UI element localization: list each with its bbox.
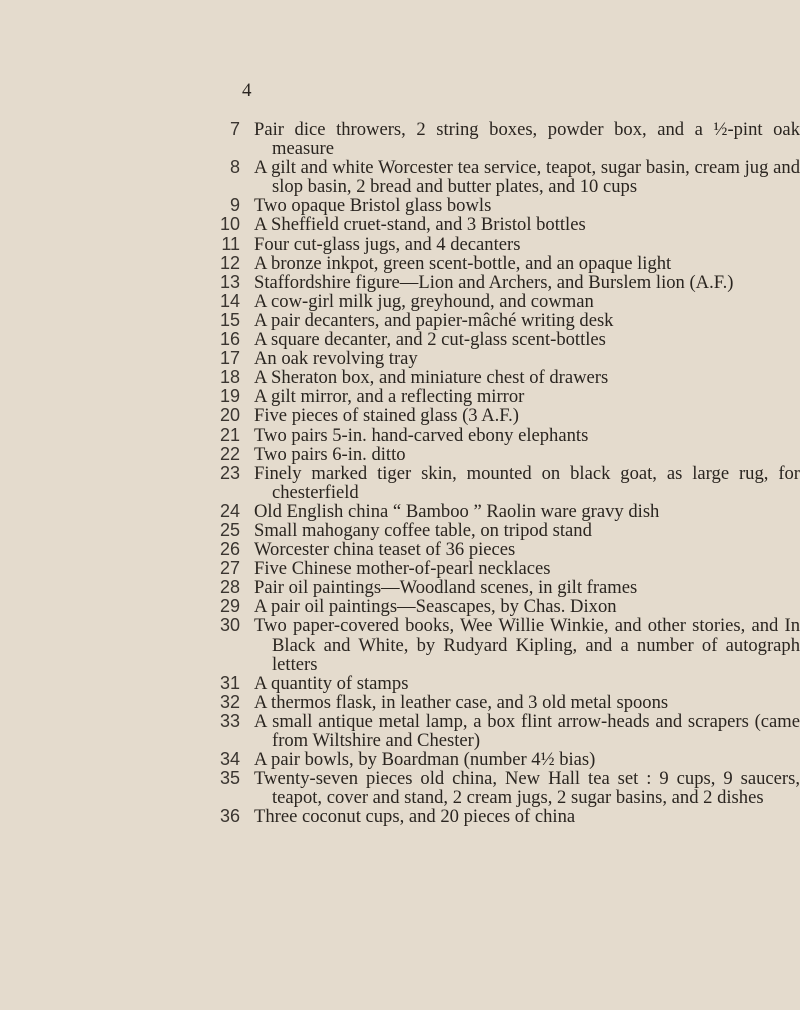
lot-description: Pair oil paintings—Woodland scenes, in gilt frames xyxy=(254,577,638,599)
lot-description: Finely marked tiger skin, mounted on black goat, as large rug, for chesterfield xyxy=(254,462,800,503)
lot-description: A quantity of stamps xyxy=(254,672,409,694)
lot-number: 19 xyxy=(219,386,240,407)
lot-entry xyxy=(0,521,800,540)
lot-description: A square decanter, and 2 cut-glass scent-bottles xyxy=(254,329,606,351)
lot-entry xyxy=(0,807,800,826)
lot-number: 36 xyxy=(219,806,240,827)
lot-list xyxy=(0,120,800,826)
lot-description: A Sheraton box, and miniature chest of drawers xyxy=(254,367,609,389)
lot-number: 20 xyxy=(219,405,240,426)
lot-description: A pair bowls, by Boardman (number 4½ bias) xyxy=(254,749,596,771)
lot-description: Twenty-seven pieces old china, New Hall tea set : 9 cups, 9 saucers, teapot, cover and stand, 2 cream jugs, 2 sugar basins, and 2 dishes xyxy=(254,768,800,809)
lot-description: Three coconut cups, and 20 pieces of china xyxy=(254,806,576,828)
lot-number: 30 xyxy=(219,615,240,636)
lot-entry xyxy=(0,464,800,502)
lot-number: 25 xyxy=(219,519,240,540)
lot-number: 31 xyxy=(219,672,240,693)
lot-description: A Sheffield cruet-stand, and 3 Bristol bottles xyxy=(254,214,586,236)
lot-entry xyxy=(0,693,800,712)
lot-number: 11 xyxy=(221,233,240,254)
lot-entry xyxy=(0,330,800,349)
lot-entry xyxy=(0,559,800,578)
lot-description: A pair decanters, and papier-mâché writing desk xyxy=(254,309,614,331)
lot-entry xyxy=(0,750,800,769)
lot-entry xyxy=(0,292,800,311)
lot-number: 33 xyxy=(219,710,240,731)
lot-entry xyxy=(0,540,800,559)
lot-description: Old English china “ Bamboo ” Raolin ware gravy dish xyxy=(254,500,660,522)
lot-entry xyxy=(0,616,800,673)
lot-description: Five Chinese mother-of-pearl necklaces xyxy=(254,558,551,580)
lot-entry xyxy=(0,311,800,330)
lot-description: Four cut-glass jugs, and 4 decanters xyxy=(254,233,521,255)
lot-description: Staffordshire figure—Lion and Archers, and Burslem lion (A.F.) xyxy=(254,271,734,293)
lot-description: Two paper-covered books, Wee Willie Winkie, and other stories, and In Black and White, by Rudyard Kipling, and a number of autograph letters xyxy=(254,615,800,675)
lot-number: 15 xyxy=(219,309,240,330)
lot-number: 17 xyxy=(219,348,240,369)
lot-number: 18 xyxy=(219,367,240,388)
lot-entry xyxy=(0,254,800,273)
lot-number: 34 xyxy=(219,749,240,770)
lot-number: 12 xyxy=(219,252,240,273)
lot-description: A bronze inkpot, green scent-bottle, and an opaque light xyxy=(254,252,672,274)
lot-entry xyxy=(0,502,800,521)
lot-number: 26 xyxy=(219,539,240,560)
lot-entry xyxy=(0,158,800,196)
lot-entry xyxy=(0,426,800,445)
lot-entry xyxy=(0,445,800,464)
lot-entry xyxy=(0,196,800,215)
lot-number: 9 xyxy=(229,195,240,216)
lot-entry xyxy=(0,712,800,750)
lot-entry xyxy=(0,769,800,807)
lot-entry xyxy=(0,215,800,234)
lot-description: Two pairs 5-in. hand-carved ebony elephants xyxy=(254,424,589,446)
lot-entry xyxy=(0,406,800,425)
lot-number: 28 xyxy=(219,577,240,598)
lot-number: 35 xyxy=(219,768,240,789)
lot-number: 22 xyxy=(219,443,240,464)
lot-entry xyxy=(0,120,800,158)
lot-entry xyxy=(0,368,800,387)
lot-description: Two pairs 6-in. ditto xyxy=(254,443,406,465)
lot-description: Five pieces of stained glass (3 A.F.) xyxy=(254,405,519,427)
lot-number: 8 xyxy=(229,157,240,178)
lot-description: A cow-girl milk jug, greyhound, and cowman xyxy=(254,290,594,312)
lot-entry xyxy=(0,597,800,616)
lot-description: Small mahogany coffee table, on tripod stand xyxy=(254,519,592,541)
lot-number: 24 xyxy=(219,500,240,521)
lot-description: A gilt mirror, and a reflecting mirror xyxy=(254,386,525,408)
lot-entry xyxy=(0,349,800,368)
lot-entry xyxy=(0,674,800,693)
lot-number: 29 xyxy=(219,596,240,617)
lot-number: 27 xyxy=(219,558,240,579)
lot-entry xyxy=(0,387,800,406)
lot-description: Worcester china teaset of 36 pieces xyxy=(254,539,516,561)
lot-description: A pair oil paintings—Seascapes, by Chas. Dixon xyxy=(254,596,617,618)
lot-entry xyxy=(0,273,800,292)
lot-description: Two opaque Bristol glass bowls xyxy=(254,195,492,217)
lot-description: An oak revolving tray xyxy=(254,348,418,370)
lot-entry xyxy=(0,578,800,597)
lot-description: A thermos flask, in leather case, and 3 old metal spoons xyxy=(254,691,669,713)
lot-description: A small antique metal lamp, a box flint arrow-heads and scrapers (came from Wiltshire and Chester) xyxy=(254,710,800,751)
lot-number: 32 xyxy=(219,691,240,712)
lot-number: 13 xyxy=(219,271,240,292)
lot-number: 10 xyxy=(219,214,240,235)
lot-number: 16 xyxy=(219,329,240,350)
lot-description: A gilt and white Worcester tea service, teapot, sugar basin, cream jug and slop basin, 2 bread and butter plates, and 10 cups xyxy=(254,157,800,198)
lot-number: 23 xyxy=(219,462,240,483)
lot-description: Pair dice throwers, 2 string boxes, powder box, and a ½-pint oak measure xyxy=(254,119,800,160)
lot-number: 21 xyxy=(219,424,240,445)
lot-number: 7 xyxy=(229,119,240,139)
page-number: 4 xyxy=(242,80,252,101)
lot-number: 14 xyxy=(219,290,240,311)
lot-entry xyxy=(0,235,800,254)
